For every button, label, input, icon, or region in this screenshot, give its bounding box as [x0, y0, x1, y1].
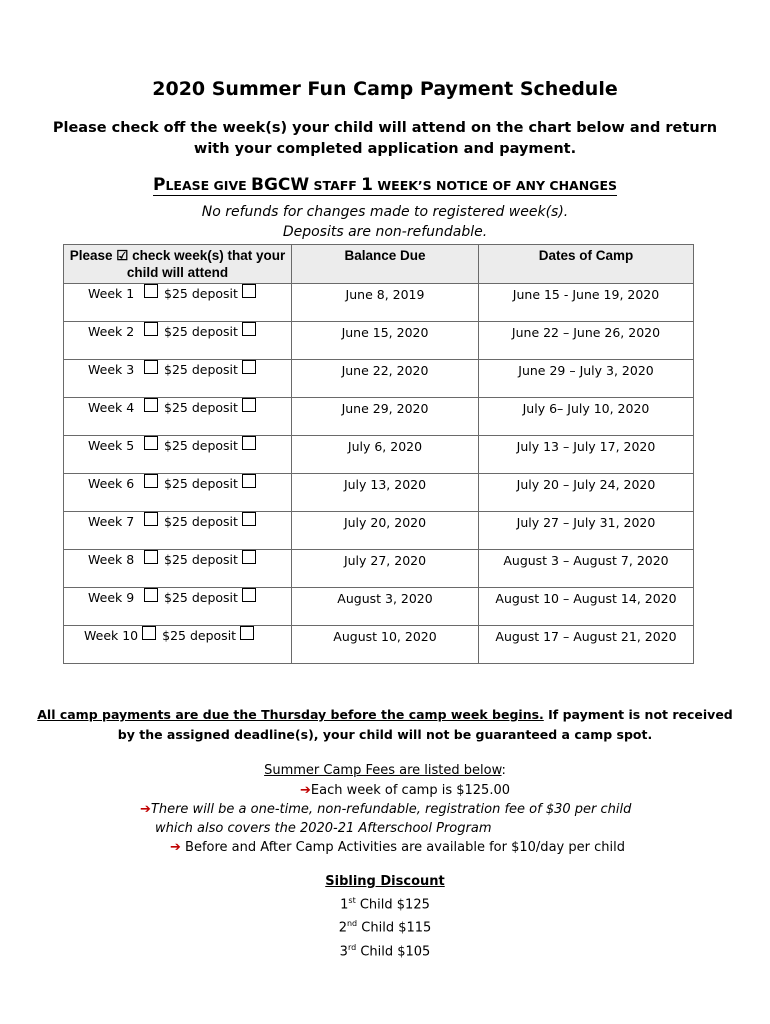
- notice-rest: WEEK’S NOTICE OF ANY CHANGES: [373, 178, 617, 193]
- week-checkbox[interactable]: [142, 626, 156, 640]
- deposit-checkbox[interactable]: [242, 550, 256, 564]
- deposit-label: $25 deposit: [164, 476, 238, 491]
- camp-dates-value: August 10 – August 14, 2020: [495, 591, 677, 606]
- deposit-label: $25 deposit: [164, 552, 238, 567]
- deposit-checkbox[interactable]: [242, 322, 256, 336]
- deposit-label: $25 deposit: [164, 590, 238, 605]
- deposit-checkbox[interactable]: [242, 360, 256, 374]
- balance-due-value: August 3, 2020: [337, 591, 433, 606]
- week-checkbox[interactable]: [144, 398, 158, 412]
- balance-due-cell: [292, 284, 479, 322]
- balance-due-value: June 15, 2020: [341, 325, 429, 340]
- sibling-discount-item: 2nd Child $115: [338, 919, 432, 936]
- week-checkbox[interactable]: [144, 360, 158, 374]
- arrow-right-icon: ➔: [170, 840, 181, 855]
- week-cell: [64, 626, 292, 664]
- due-notice-underlined: All camp payments are due the Thursday before the camp week begins.: [37, 707, 544, 722]
- table-row: [64, 398, 694, 436]
- camp-dates-cell: [479, 512, 694, 550]
- deposit-label: $25 deposit: [164, 400, 238, 415]
- camp-dates-cell: [479, 550, 694, 588]
- week-checkbox[interactable]: [144, 588, 158, 602]
- refund-notice: [0, 202, 770, 242]
- week-cell: [64, 550, 292, 588]
- week-label: Week 5: [88, 438, 135, 453]
- balance-due-cell: [292, 398, 479, 436]
- table-row: [64, 512, 694, 550]
- notice-staff: STAFF: [309, 178, 362, 193]
- deposit-checkbox[interactable]: [240, 626, 254, 640]
- deposit-checkbox[interactable]: [242, 474, 256, 488]
- camp-dates-value: July 27 – July 31, 2020: [516, 515, 656, 530]
- deposit-checkbox[interactable]: [242, 284, 256, 298]
- balance-due-cell: [292, 588, 479, 626]
- balance-due-cell: [292, 550, 479, 588]
- table-row: [64, 588, 694, 626]
- schedule-rows: [64, 284, 694, 664]
- notice-lease-give: LEASE GIVE: [165, 178, 252, 193]
- week-label: Week 4: [88, 400, 135, 415]
- deposit-label: $25 deposit: [164, 286, 238, 301]
- camp-dates-value: August 17 – August 21, 2020: [495, 629, 677, 644]
- week-checkbox[interactable]: [144, 550, 158, 564]
- notice-bgcw: BGCW: [251, 175, 310, 195]
- camp-dates-value: July 20 – July 24, 2020: [516, 477, 656, 492]
- week-cell: [64, 322, 292, 360]
- deposit-checkbox[interactable]: [242, 588, 256, 602]
- table-row: [64, 474, 694, 512]
- week-label: Week 8: [88, 552, 135, 567]
- deposit-checkbox[interactable]: [242, 398, 256, 412]
- table-row: [64, 626, 694, 664]
- fee-line-before-after: ➔ Before and After Camp Activities are available for $10/day per child: [170, 840, 625, 855]
- week-label: Week 2: [88, 324, 135, 339]
- deposit-label: $25 deposit: [164, 362, 238, 377]
- due-notice-rest: If payment is not received by the assigned deadline(s), your child will not be guaranteed a camp spot.: [117, 707, 733, 742]
- balance-due-cell: [292, 626, 479, 664]
- week-label: Week 3: [88, 362, 135, 377]
- week-checkbox[interactable]: [144, 284, 158, 298]
- camp-dates-cell: [479, 398, 694, 436]
- week-label: Week 1: [88, 286, 135, 301]
- week-label: Week 6: [88, 476, 135, 491]
- balance-due-cell: [292, 474, 479, 512]
- camp-dates-value: July 6– July 10, 2020: [522, 401, 650, 416]
- camp-dates-cell: [479, 284, 694, 322]
- sibling-discount-item: 1st Child $125: [340, 896, 430, 913]
- header-check-weeks: Please ☑ check week(s) that your child will attend: [64, 245, 292, 284]
- sibling-discount-item: 3rd Child $105: [339, 942, 431, 959]
- camp-dates-value: June 29 – July 3, 2020: [518, 363, 654, 378]
- week-checkbox[interactable]: [144, 512, 158, 526]
- table-row: [64, 360, 694, 398]
- notice-heading: [0, 175, 770, 195]
- notice-one: 1: [361, 175, 374, 195]
- balance-due-value: July 20, 2020: [343, 515, 427, 530]
- week-label: Week 7: [88, 514, 135, 529]
- balance-due-value: August 10, 2020: [333, 629, 437, 644]
- week-cell: [64, 284, 292, 322]
- balance-due-cell: [292, 436, 479, 474]
- camp-fees-section: [0, 761, 770, 855]
- week-cell: [64, 436, 292, 474]
- week-cell: [64, 474, 292, 512]
- camp-dates-cell: [479, 436, 694, 474]
- camp-dates-value: June 15 - June 19, 2020: [512, 287, 660, 302]
- deposit-label: $25 deposit: [164, 324, 238, 339]
- balance-due-cell: [292, 322, 479, 360]
- week-cell: [64, 588, 292, 626]
- camp-dates-cell: [479, 588, 694, 626]
- arrow-right-icon: ➔: [140, 802, 151, 817]
- sibling-heading: Sibling Discount: [325, 874, 445, 889]
- week-label: Week 10: [84, 628, 139, 643]
- deposit-checkbox[interactable]: [242, 512, 256, 526]
- balance-due-cell: [292, 512, 479, 550]
- schedule-table: [63, 244, 694, 664]
- balance-due-value: July 27, 2020: [343, 553, 427, 568]
- camp-dates-value: June 22 – June 26, 2020: [511, 325, 661, 340]
- week-cell: [64, 512, 292, 550]
- balance-due-value: July 13, 2020: [343, 477, 427, 492]
- refund-line-2: Deposits are non-refundable.: [282, 224, 488, 240]
- table-row: [64, 322, 694, 360]
- header-balance-due: Balance Due: [292, 245, 479, 284]
- deposit-checkbox[interactable]: [242, 436, 256, 450]
- notice-p: P: [153, 175, 166, 195]
- table-row: [64, 436, 694, 474]
- camp-dates-cell: [479, 474, 694, 512]
- camp-dates-value: August 3 – August 7, 2020: [503, 553, 669, 568]
- fee-line-weekly: ➔Each week of camp is $125.00: [300, 783, 510, 798]
- sibling-discount-section: [0, 872, 770, 961]
- camp-dates-value: July 13 – July 17, 2020: [516, 439, 656, 454]
- week-label: Week 9: [88, 590, 135, 605]
- table-row: [64, 284, 694, 322]
- fee-line-afterschool: which also covers the 2020-21 Afterschool Program: [155, 821, 492, 836]
- deposit-label: $25 deposit: [164, 514, 238, 529]
- week-checkbox[interactable]: [144, 474, 158, 488]
- week-checkbox[interactable]: [144, 322, 158, 336]
- table-row: [64, 550, 694, 588]
- balance-due-value: June 22, 2020: [341, 363, 429, 378]
- fees-heading: Summer Camp Fees are listed below:: [264, 763, 506, 778]
- balance-due-cell: [292, 360, 479, 398]
- camp-dates-cell: [479, 626, 694, 664]
- week-cell: [64, 360, 292, 398]
- balance-due-value: June 8, 2019: [345, 287, 425, 302]
- refund-line-1: No refunds for changes made to registered week(s).: [201, 204, 569, 220]
- week-cell: [64, 398, 292, 436]
- week-checkbox[interactable]: [144, 436, 158, 450]
- payment-due-notice: [30, 705, 740, 745]
- balance-due-value: July 6, 2020: [347, 439, 423, 454]
- arrow-right-icon: ➔: [300, 783, 311, 798]
- instructions-text: Please check off the week(s) your child will attend on the chart below and return with your completed application and payment.: [52, 120, 718, 157]
- deposit-label: $25 deposit: [162, 628, 237, 643]
- page-title: 2020 Summer Fun Camp Payment Schedule: [152, 78, 618, 100]
- camp-dates-cell: [479, 322, 694, 360]
- camp-dates-cell: [479, 360, 694, 398]
- deposit-label: $25 deposit: [164, 438, 238, 453]
- fee-line-registration: ➔There will be a one-time, non-refundable, registration fee of $30 per child: [140, 802, 632, 817]
- header-dates-of-camp: Dates of Camp: [479, 245, 694, 284]
- table-header-row: [64, 245, 694, 284]
- balance-due-value: June 29, 2020: [341, 401, 429, 416]
